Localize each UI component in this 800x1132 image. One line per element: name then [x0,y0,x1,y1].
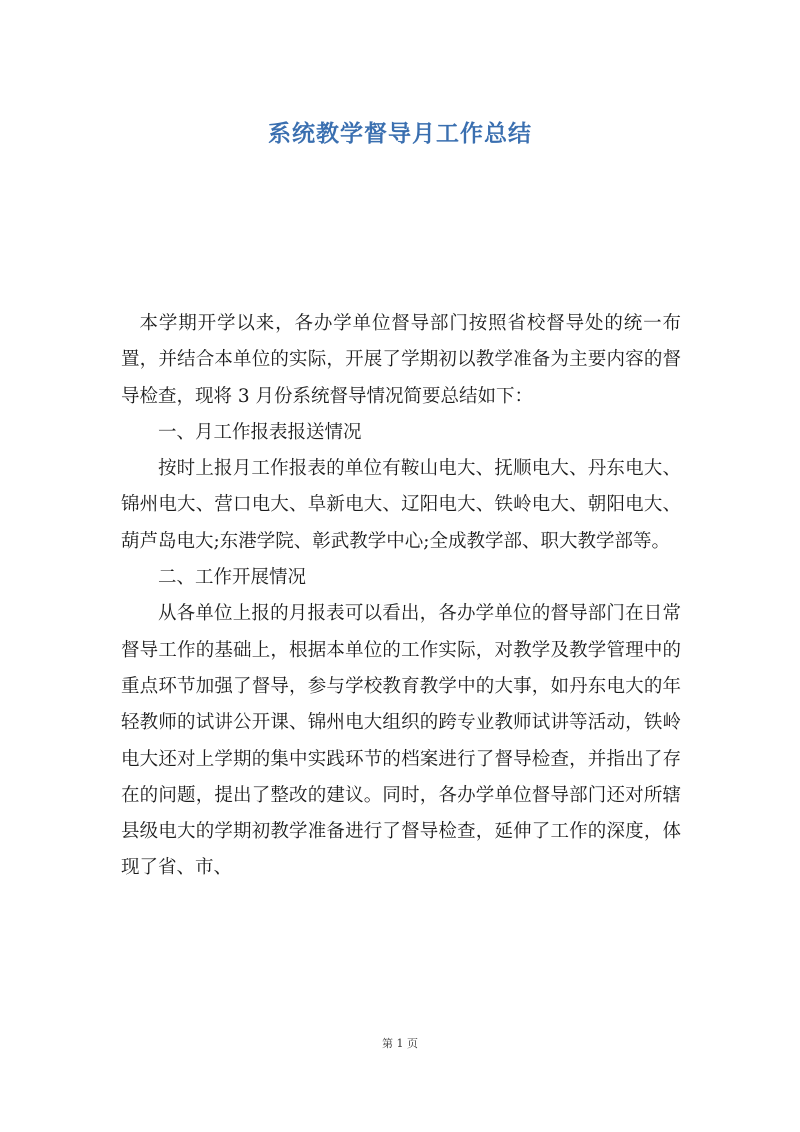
page-number: 第 1 页 [382,1037,418,1050]
document-body [121,306,681,887]
work-progress-paragraph: 从各单位上报的月报表可以看出，各办学单位的督导部门在日常督导工作的基础上，根据本单位的工作实际，对教学及教学管理中的重点环节加强了督导，参与学校教育教学中的大事，如丹东电大的年轻教师的试讲公开课、锦州电大组织的跨专业教师试讲等活动，铁岭电大还对上学期的集中实践环节的档案进行了督导检查，并指出了存在的问题，提出了整改的建议。同时，各办学单位督导部门还对所辖县级电大的学期初教学准备进行了督导检查，延伸了工作的深度，体现了省、市、 [121,603,681,879]
intro-paragraph: 本学期开学以来，各办学单位督导部门按照省校督导处的统一布置，并结合本单位的实际，开展了学期初以教学准备为主要内容的督导检查，现将 3 月份系统督导情况简要总结如下： [121,313,681,407]
section-heading-2: 二、工作开展情况 [158,567,307,589]
report-units-paragraph: 按时上报月工作报表的单位有鞍山电大、抚顺电大、丹东电大、锦州电大、营口电大、阜新电大、辽阳电大、铁岭电大、朝阳电大、葫芦岛电大;东港学院、彰武教学中心;全成教学部、职大教学部等。 [121,458,681,552]
document-title: 系统教学督导月工作总结 [268,121,532,147]
section-heading-1: 一、月工作报表报送情况 [158,421,362,443]
